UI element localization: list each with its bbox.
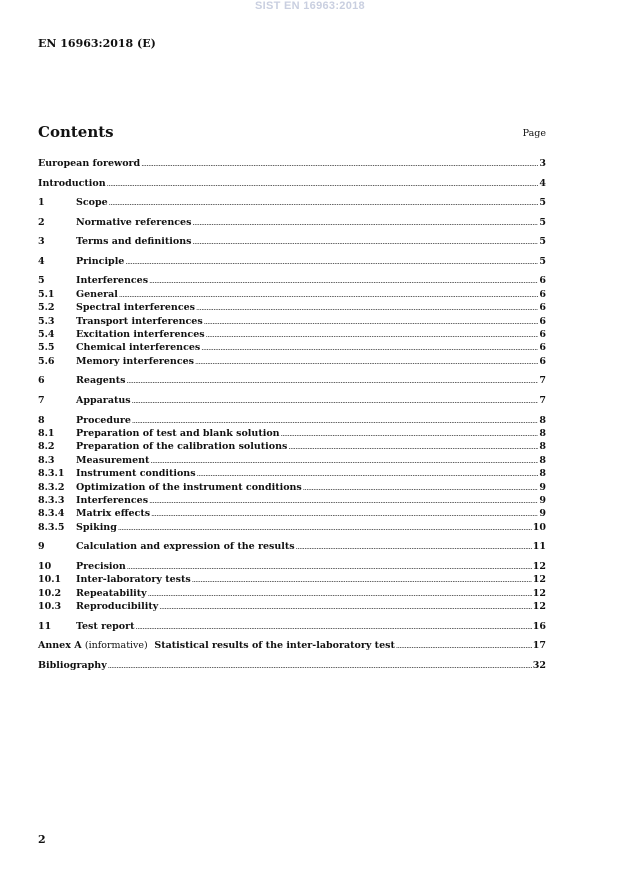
toc-entry-5-4[interactable]: 5.4 Excitation interferences ..... 6 [38, 328, 546, 341]
toc-entry-5-2[interactable]: 5.2 Spectral interferences ..... 6 [38, 301, 546, 314]
toc-entry-7[interactable]: 7 Apparatus ..... 7 [38, 394, 546, 407]
contents-title: Contents [38, 123, 114, 141]
toc-entry-6[interactable]: 6 Reagents ..... 7 [38, 374, 546, 387]
toc-entry-1[interactable]: 1 Scope ..... 5 [38, 196, 546, 209]
toc-entry-11[interactable]: 11 Test report ..... 16 [38, 620, 546, 633]
toc-entry-10-3[interactable]: 10.3 Reproducibility ..... 12 [38, 600, 546, 613]
annex-title: Statistical results of the inter-laboratory test [154, 640, 395, 652]
toc-entry-10-2[interactable]: 10.2 Repeatability ..... 12 [38, 587, 546, 600]
toc-entry-annex-a[interactable]: Annex A (informative) Statistical results of the inter-laboratory test ..... 17 [38, 639, 546, 652]
toc-entry-10[interactable]: 10 Precision ..... 12 [38, 560, 546, 573]
annex-label: Annex A [38, 640, 82, 652]
document-header: EN 16963:2018 (E) [38, 37, 156, 50]
toc-entry-8-3-3[interactable]: 8.3.3 Interferences ..... 9 [38, 494, 546, 507]
toc-entry-5-6[interactable]: 5.6 Memory interferences ..... 6 [38, 355, 546, 368]
toc-entry-4[interactable]: 4 Principle ..... 5 [38, 255, 546, 268]
toc-entry-8-1[interactable]: 8.1 Preparation of test and blank solution ..... 8 [38, 427, 546, 440]
toc-entry-8-3[interactable]: 8.3 Measurement ..... 8 [38, 454, 546, 467]
toc-entry-9[interactable]: 9 Calculation and expression of the results ..... 11 [38, 540, 546, 553]
page-number: 2 [38, 833, 46, 846]
watermark: SIST EN 16963:2018 [255, 0, 365, 12]
toc-entry-bibliography[interactable]: Bibliography ..... 32 [38, 659, 546, 672]
annex-qualifier: (informative) [84, 640, 148, 652]
toc-entry-8[interactable]: 8 Procedure ..... 8 [38, 414, 546, 427]
toc-entry-2[interactable]: 2 Normative references ..... 5 [38, 216, 546, 229]
toc-entry-10-1[interactable]: 10.1 Inter-laboratory tests ..... 12 [38, 573, 546, 586]
toc-entry-3[interactable]: 3 Terms and definitions ..... 5 [38, 235, 546, 248]
toc-entry-5-3[interactable]: 5.3 Transport interferences ..... 6 [38, 315, 546, 328]
toc-entry-introduction[interactable]: Introduction ..... 4 [38, 177, 546, 190]
toc-entry-5-5[interactable]: 5.5 Chemical interferences ..... 6 [38, 341, 546, 354]
table-of-contents [38, 157, 546, 672]
toc-entry-8-2[interactable]: 8.2 Preparation of the calibration solutions ..... 8 [38, 440, 546, 453]
toc-entry-5-1[interactable]: 5.1 General ..... 6 [38, 288, 546, 301]
toc-entry-8-3-4[interactable]: 8.3.4 Matrix effects ..... 9 [38, 507, 546, 520]
toc-entry-5[interactable]: 5 Interferences ..... 6 [38, 274, 546, 287]
toc-entry-8-3-1[interactable]: 8.3.1 Instrument conditions ..... 8 [38, 467, 546, 480]
toc-entry-8-3-5[interactable]: 8.3.5 Spiking ..... 10 [38, 521, 546, 534]
toc-entry-8-3-2[interactable]: 8.3.2 Optimization of the instrument conditions ..... 9 [38, 481, 546, 494]
page-column-label: Page [522, 128, 546, 139]
toc-entry-european-foreword[interactable]: European foreword ..... 3 [38, 157, 546, 170]
